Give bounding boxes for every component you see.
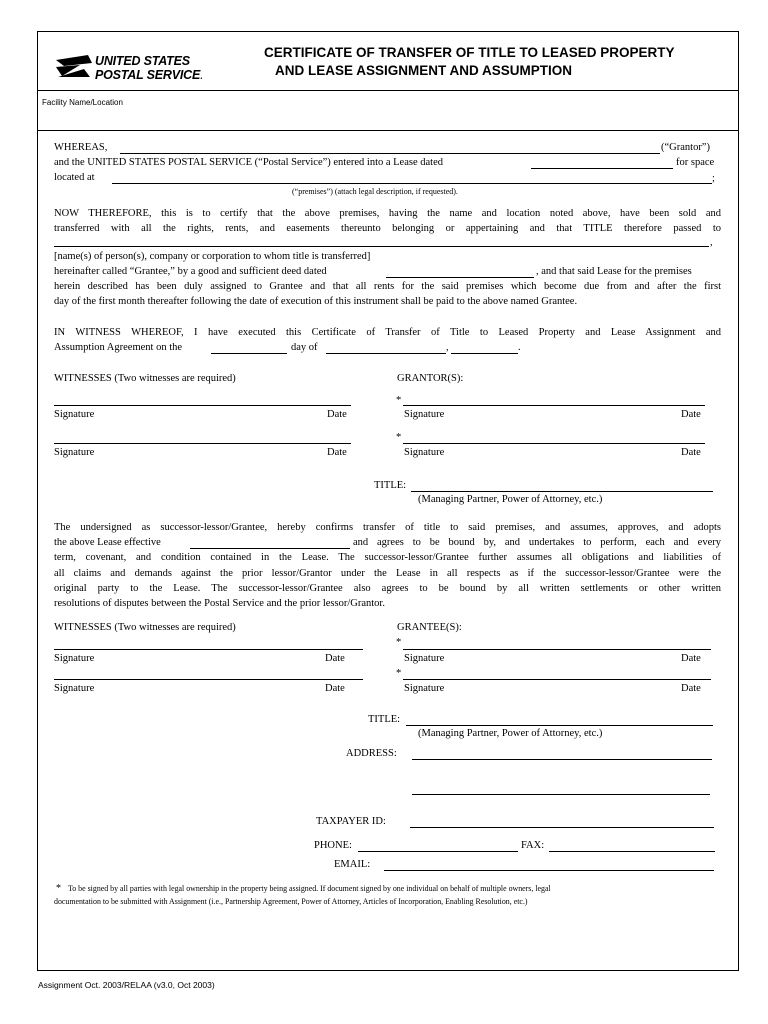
witness-1-signature-line[interactable]: [54, 405, 351, 406]
grantor-1-signature-line[interactable]: [403, 405, 705, 406]
grantor-asterisk-1: *: [396, 395, 402, 406]
grantor-title-note: (Managing Partner, Power of Attorney, etc.): [418, 494, 603, 505]
form-title-line-2: AND LEASE ASSIGNMENT AND ASSUMPTION: [275, 63, 573, 78]
grantor-term: (“Grantor”): [661, 142, 710, 153]
phone-field[interactable]: [358, 851, 518, 852]
undersigned-line-3: term, covenant, and condition contained in the Lease. The successor-lessor/Grantee further assumes all obligations and liabilities of: [54, 552, 721, 563]
grantee-title-note: (Managing Partner, Power of Attorney, etc.): [418, 728, 603, 739]
grantees-label: GRANTEE(S):: [397, 622, 462, 633]
usps-logo: [54, 52, 94, 85]
day-of-text: day of: [291, 342, 318, 353]
located-at-label: located at: [54, 172, 95, 183]
grantee-name-field[interactable]: [54, 246, 709, 247]
now-therefore-line-2: transferred with all the rights, rents, and easements thereunto belonging or appertaining and that TITLE therefore passed to: [54, 223, 721, 234]
fax-field[interactable]: [549, 851, 715, 852]
date-label: Date: [681, 409, 701, 420]
execution-day-field[interactable]: [211, 353, 287, 354]
logo-line-1: UNITED STATES: [95, 54, 190, 68]
execution-month-field[interactable]: [326, 353, 446, 354]
year-comma: ,: [446, 342, 449, 353]
grantor-asterisk-2: *: [396, 432, 402, 443]
agrees-to-be-bound-text: and agrees to be bound by, and undertakes to perform, each and every: [353, 537, 721, 548]
signature-label: Signature: [54, 409, 95, 420]
date-label: Date: [325, 683, 345, 694]
witness-2-signature-line[interactable]: [54, 443, 351, 444]
grantee-asterisk-2: *: [396, 668, 402, 679]
lease-date-field[interactable]: [531, 168, 673, 169]
footnote-line-1: To be signed by all parties with legal ownership in the property being assigned. If document signed by one individual on behalf of multiple owners, legal: [68, 884, 551, 893]
email-label: EMAIL:: [334, 859, 371, 870]
address-line-2-field[interactable]: [412, 794, 710, 795]
lease-effective-text: the above Lease effective: [54, 537, 161, 548]
period: .: [518, 342, 521, 353]
address-line-1-field[interactable]: [412, 759, 712, 760]
fax-label: FAX:: [521, 840, 545, 851]
form-id: Assignment Oct. 2003/RELAA (v3.0, Oct 2003): [38, 980, 215, 990]
facility-name-field[interactable]: [40, 108, 736, 128]
footnote-asterisk: *: [56, 883, 61, 894]
grantee-asterisk-1: *: [396, 637, 402, 648]
grantor-name-field[interactable]: [120, 153, 660, 154]
witness-whereof-line-1: IN WITNESS WHEREOF, I have executed this Certificate of Transfer of Title to Leased Property and Lease Assignment and: [54, 327, 721, 338]
now-therefore-line-6: day of the first month thereafter following the date of execution of this instrument shall be paid to the above named Grantee.: [54, 296, 578, 307]
undersigned-line-4: all claims and demands against the prior lessor/Grantor under the Lease in all respects as if the successor-lessor/Grantee were the: [54, 568, 721, 579]
signature-label: Signature: [404, 683, 445, 694]
undersigned-line-6: resolutions of disputes between the Postal Service and the prior lessor/Grantor.: [54, 598, 385, 609]
taxpayer-id-field[interactable]: [410, 827, 714, 828]
header-divider: [37, 90, 739, 91]
grantor-title-label: TITLE:: [374, 480, 407, 491]
deed-date-field[interactable]: [386, 277, 534, 278]
witnesses-label-2: WITNESSES (Two witnesses are required): [54, 622, 236, 633]
undersigned-line-1: The undersigned as successor-lessor/Grantee, hereby confirms transfer of title to said premises, and assumes, approves, and adopts: [54, 522, 721, 533]
date-label: Date: [327, 409, 347, 420]
logo-line-2: POSTAL SERVICE.: [95, 68, 204, 82]
eagle-icon: [54, 52, 94, 80]
signature-label: Signature: [54, 683, 95, 694]
effective-date-field[interactable]: [190, 548, 350, 549]
premises-note: (“premises”) (attach legal description, if requested).: [292, 187, 458, 196]
address-label: ADDRESS:: [346, 748, 397, 759]
grantors-label: GRANTOR(S):: [397, 373, 464, 384]
for-space-text: for space: [676, 157, 715, 168]
now-therefore-line-5: herein described has been duly assigned to Grantee and that all rents for the said premises which become due from and after the first: [54, 281, 721, 292]
signature-label: Signature: [54, 653, 95, 664]
logo-wordmark: [95, 54, 203, 82]
names-note: [name(s) of person(s), company or corporation to whom title is transferred]: [54, 251, 371, 262]
deed-dated-text: hereinafter called “Grantee,” by a good and sufficient deed dated: [54, 266, 327, 277]
witnesses-label-1: WITNESSES (Two witnesses are required): [54, 373, 236, 384]
signature-label: Signature: [404, 447, 445, 458]
whereas-label: WHEREAS,: [54, 142, 108, 153]
witness-4-signature-line[interactable]: [54, 679, 363, 680]
grantor-2-signature-line[interactable]: [403, 443, 705, 444]
form-title-line-1: CERTIFICATE OF TRANSFER OF TITLE TO LEASED PROPERTY: [264, 45, 675, 60]
lease-dated-text: and the UNITED STATES POSTAL SERVICE (“Postal Service”) entered into a Lease dated: [54, 157, 443, 168]
signature-label: Signature: [404, 653, 445, 664]
comma: ,: [710, 237, 713, 248]
date-label: Date: [681, 447, 701, 458]
grantee-2-signature-line[interactable]: [403, 679, 711, 680]
signature-label: Signature: [54, 447, 95, 458]
facility-divider: [37, 130, 739, 131]
execution-year-field[interactable]: [451, 353, 518, 354]
date-label: Date: [681, 653, 701, 664]
location-field[interactable]: [112, 183, 712, 184]
footnote-line-2: documentation to be submitted with Assignment (i.e., Partnership Agreement, Power of Attorney, Articles of Incorporation, Enabling Resolution, etc.): [54, 897, 528, 906]
date-label: Date: [681, 683, 701, 694]
signature-label: Signature: [404, 409, 445, 420]
now-therefore-line-1: NOW THEREFORE, this is to certify that the above premises, having the name and location noted above, have been sold and: [54, 208, 721, 219]
facility-label: Facility Name/Location: [42, 98, 123, 107]
date-label: Date: [325, 653, 345, 664]
undersigned-line-5: original party to the Lease. The successor-lessor/Grantee also agrees to be bound by all written settlements or other written: [54, 583, 721, 594]
witness-3-signature-line[interactable]: [54, 649, 363, 650]
date-label: Date: [327, 447, 347, 458]
form-border: [37, 31, 739, 971]
email-field[interactable]: [384, 870, 714, 871]
grantee-title-label: TITLE:: [368, 714, 401, 725]
phone-label: PHONE:: [314, 840, 352, 851]
taxpayer-id-label: TAXPAYER ID:: [316, 816, 386, 827]
semicolon: ;: [712, 173, 715, 184]
grantee-1-signature-line[interactable]: [403, 649, 711, 650]
lease-for-premises-text: , and that said Lease for the premises: [536, 266, 692, 277]
executed-on-text: Assumption Agreement on the: [54, 342, 183, 353]
